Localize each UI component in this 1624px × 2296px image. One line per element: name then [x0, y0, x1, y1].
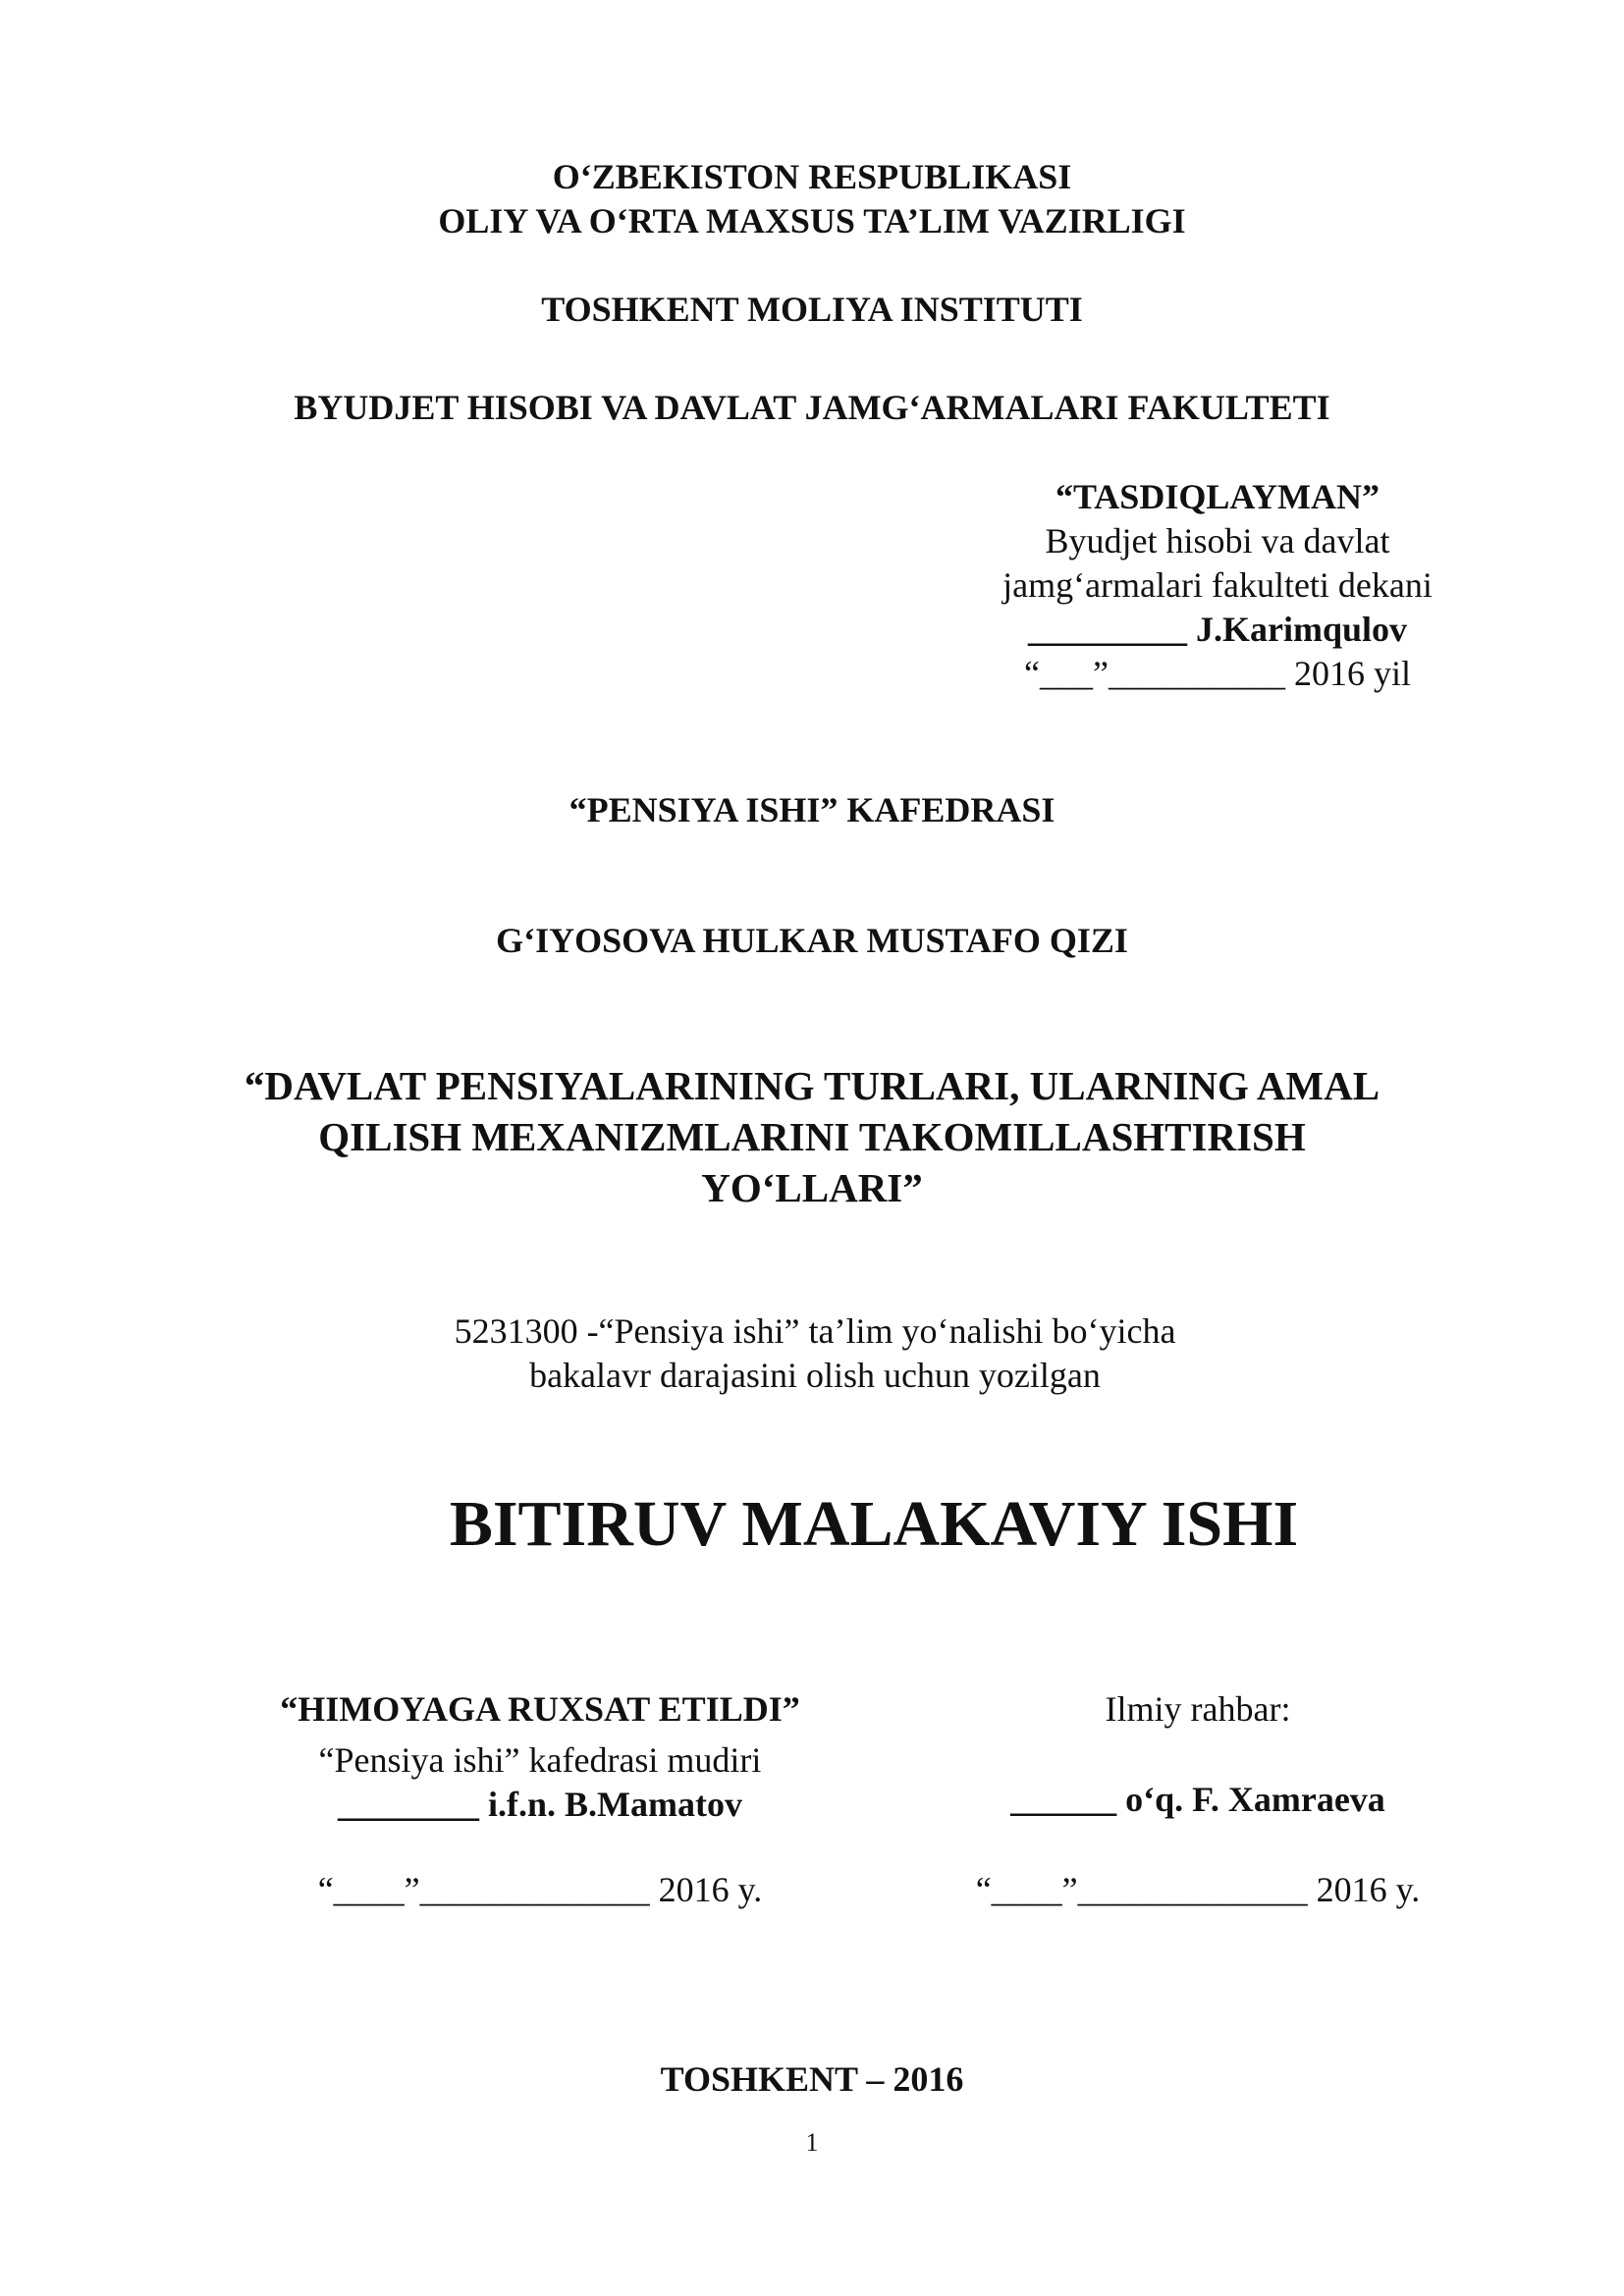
faculty-name: BYUDJET HISOBI VA DAVLAT JAMG‘ARMALARI FAKULTETI: [294, 388, 1330, 427]
place-year: TOSHKENT – 2016: [660, 2059, 964, 2099]
topic-line2: QILISH MEXANIZMLARINI TAKOMILLASHTIRISH: [318, 1114, 1306, 1159]
approval-signature: _________ J.Karimqulov: [1027, 610, 1407, 649]
approval-role-line2: jamg‘armalari fakulteti dekani: [1002, 565, 1433, 605]
ministry-name: OLIY VA O‘RTA MAXSUS TA’LIM VAZIRLIGI: [438, 201, 1186, 240]
topic-line3: YO‘LLARI”: [701, 1165, 923, 1210]
defense-heading: “HIMOYAGA RUXSAT ETILDI”: [280, 1689, 800, 1729]
topic-line1: “DAVLAT PENSIYALARINING TURLARI, ULARNING AMAL: [244, 1063, 1380, 1108]
supervisor-date: “____”_____________ 2016 y.: [975, 1870, 1421, 1909]
approval-role-line1: Byudjet hisobi va davlat: [1045, 521, 1390, 561]
approval-heading: “TASDIQLAYMAN”: [1055, 477, 1380, 516]
author-name: G‘IYOSOVA HULKAR MUSTAFO QIZI: [496, 921, 1128, 960]
work-type-title: BITIRUV MALAKAVIY ISHI: [449, 1488, 1299, 1560]
defense-role: “Pensiya ishi” kafedrasi mudiri: [318, 1740, 762, 1780]
supervisor-heading: Ilmiy rahbar:: [1105, 1689, 1291, 1729]
institute-name: TOSHKENT MOLIYA INSTITUTI: [541, 290, 1083, 329]
defense-signature: ________ i.f.n. B.Mamatov: [338, 1785, 742, 1824]
purpose-line1: 5231300 -“Pensiya ishi” ta’lim yo‘nalishi bo‘yicha: [454, 1311, 1176, 1351]
purpose-line2: bakalavr darajasini olish uchun yozilgan: [529, 1356, 1101, 1395]
department-name: “PENSIYA ISHI” KAFEDRASI: [568, 790, 1056, 829]
page-number: 1: [805, 2128, 819, 2157]
defense-date: “____”_____________ 2016 y.: [317, 1870, 763, 1909]
supervisor-signature: ______ o‘q. F. Xamraeva: [1010, 1780, 1385, 1819]
approval-date: “___”__________ 2016 yil: [1024, 654, 1411, 693]
country-name: O‘ZBEKISTON RESPUBLIKASI: [552, 157, 1072, 196]
